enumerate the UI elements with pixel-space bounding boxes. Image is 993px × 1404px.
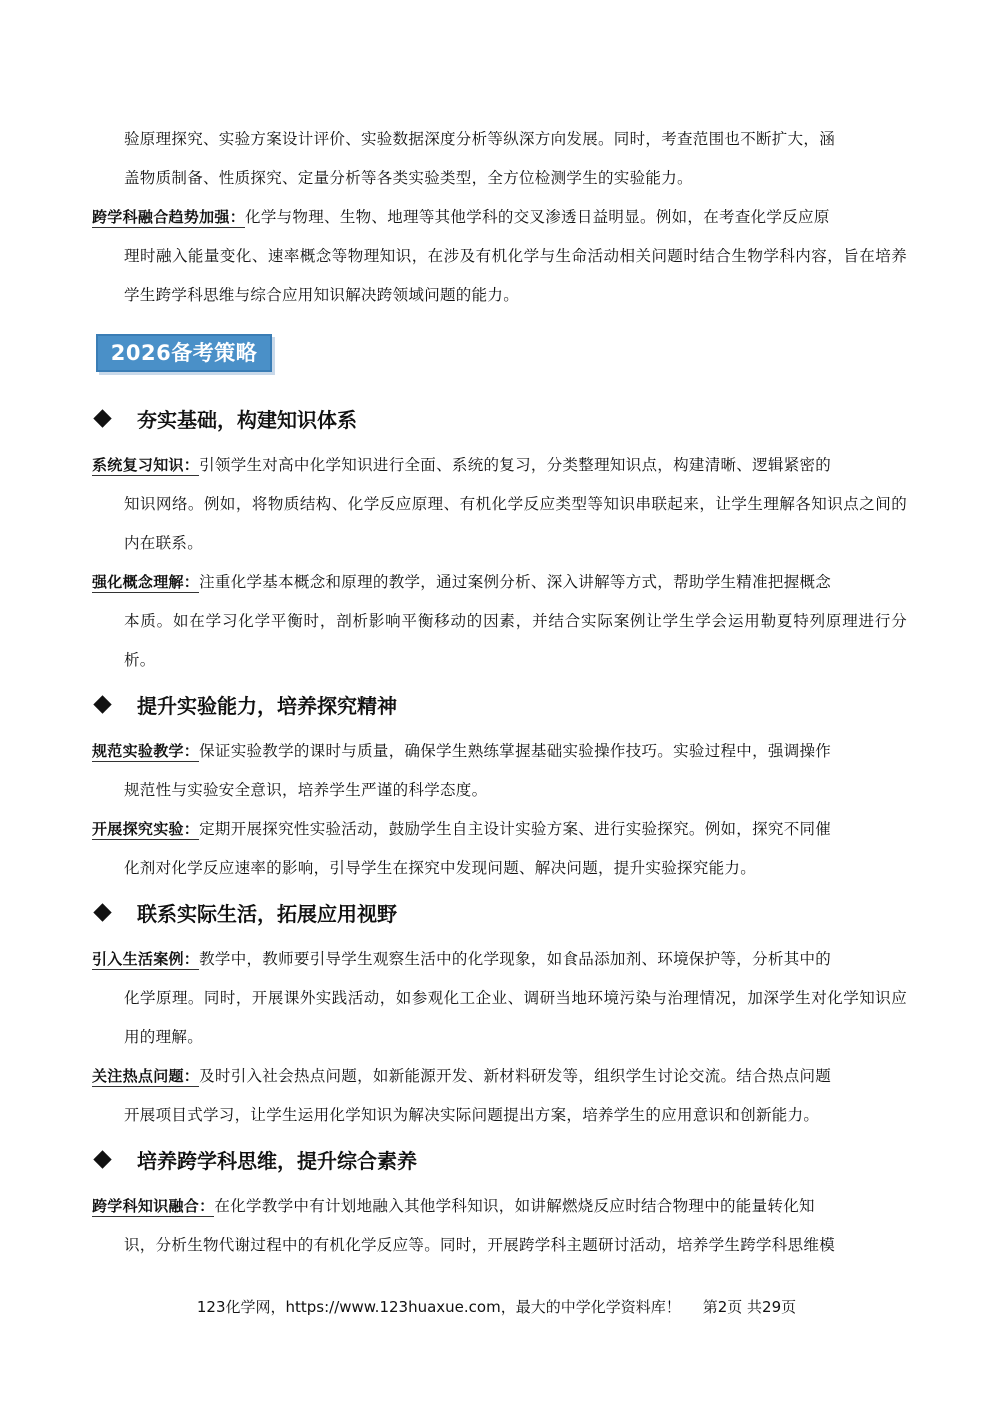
item-text-first: 在化学教学中有计划地融入其他学科知识，如讲解燃烧反应时结合物理中的能量转化知 bbox=[214, 1197, 815, 1215]
item-term: 强化概念理解： bbox=[92, 573, 200, 591]
section-2-item-1 bbox=[92, 732, 907, 810]
section-heading-4: 培养跨学科思维，提升综合素养 bbox=[92, 1144, 417, 1178]
item-text-rest: 知识网络。例如，将物质结构、化学反应原理、有机化学反应类型等知识串联起来，让学生理解各知识点之间的内在联系。 bbox=[124, 495, 907, 552]
page-footer bbox=[0, 1296, 993, 1317]
section-2-item-2 bbox=[92, 810, 907, 888]
cross-trend-term: 跨学科融合趋势加强： bbox=[92, 208, 246, 226]
item-term: 跨学科知识融合： bbox=[92, 1197, 215, 1215]
item-term: 关注热点问题： bbox=[92, 1067, 200, 1085]
item-term: 系统复习知识： bbox=[92, 456, 200, 474]
section-heading-3: 联系实际生活，拓展应用视野 bbox=[92, 897, 397, 931]
diamond-bullet-icon bbox=[93, 1150, 111, 1168]
section-3-item-2 bbox=[92, 1057, 907, 1135]
item-text-rest: 识，分析生物代谢过程中的有机化学反应等。同时，开展跨学科主题研讨活动，培养学生跨学科思维模 bbox=[124, 1236, 836, 1254]
section-heading-2: 提升实验能力，培养探究精神 bbox=[92, 689, 397, 723]
footer-site-text: 123化学网，https://www.123huaxue.com，最大的中学化学资料库！ bbox=[196, 1298, 681, 1316]
item-text-first: 保证实验教学的课时与质量，确保学生熟练掌握基础实验操作技巧。实验过程中，强调操作 bbox=[199, 742, 832, 760]
item-text-rest: 化学原理。同时，开展课外实践活动，如参观化工企业、调研当地环境污染与治理情况，加深学生对化学知识应用的理解。 bbox=[124, 989, 907, 1046]
section-1-item-1 bbox=[92, 446, 907, 563]
item-text-first: 定期开展探究性实验活动，鼓励学生自主设计实验方案、进行实验探究。例如，探究不同催 bbox=[199, 820, 832, 838]
cross-trend-text-rest: 理时融入能量变化、速率概念等物理知识，在涉及有机化学与生命活动相关问题时结合生物学科内容，旨在培养学生跨学科思维与综合应用知识解决跨领域问题的能力。 bbox=[124, 247, 907, 304]
item-text-rest: 规范性与实验安全意识，培养学生严谨的科学态度。 bbox=[124, 781, 488, 799]
strategy-banner: 2026备考策略 bbox=[96, 334, 272, 372]
item-term: 开展探究实验： bbox=[92, 820, 200, 838]
section-3-item-1 bbox=[92, 940, 907, 1057]
item-text-rest: 开展项目式学习，让学生运用化学知识为解决实际问题提出方案，培养学生的应用意识和创新能力。 bbox=[124, 1106, 820, 1124]
section-heading-1: 夯实基础，构建知识体系 bbox=[92, 403, 357, 437]
diamond-bullet-icon bbox=[93, 409, 111, 427]
item-text-first: 引领学生对高中化学知识进行全面、系统的复习，分类整理知识点，构建清晰、逻辑紧密的 bbox=[199, 456, 832, 474]
item-text-first: 注重化学基本概念和原理的教学，通过案例分析、深入讲解等方式，帮助学生精准把握概念 bbox=[199, 573, 832, 591]
item-text-first: 及时引入社会热点问题，如新能源开发、新材料研发等，组织学生讨论交流。结合热点问题 bbox=[199, 1067, 832, 1085]
item-term: 规范实验教学： bbox=[92, 742, 200, 760]
item-text-rest: 本质。如在学习化学平衡时，剖析影响平衡移动的因素，并结合实际案例让学生学会运用勒夏特列原理进行分析。 bbox=[124, 612, 907, 669]
cross-trend-paragraph bbox=[92, 198, 907, 315]
intro-line-2: 盖物质制备、性质探究、定量分析等各类实验类型，全方位检测学生的实验能力。 bbox=[124, 169, 693, 187]
item-text-rest: 化剂对化学反应速率的影响，引导学生在探究中发现问题、解决问题，提升实验探究能力。 bbox=[124, 859, 757, 877]
diamond-bullet-icon bbox=[93, 903, 111, 921]
cross-trend-text-first: 化学与物理、生物、地理等其他学科的交叉渗透日益明显。例如，在考查化学反应原 bbox=[245, 208, 830, 226]
item-term: 引入生活案例： bbox=[92, 950, 200, 968]
section-4-item-1 bbox=[92, 1187, 907, 1265]
item-text-first: 教学中，教师要引导学生观察生活中的化学现象，如食品添加剂、环境保护等，分析其中的 bbox=[199, 950, 832, 968]
footer-page-number: 第2页 共29页 bbox=[702, 1298, 797, 1316]
section-1-item-2 bbox=[92, 563, 907, 680]
diamond-bullet-icon bbox=[93, 695, 111, 713]
intro-paragraph bbox=[92, 120, 907, 198]
intro-line-1: 验原理探究、实验方案设计评价、实验数据深度分析等纵深方向发展。同时，考查范围也不断扩大，涵 bbox=[124, 130, 836, 148]
